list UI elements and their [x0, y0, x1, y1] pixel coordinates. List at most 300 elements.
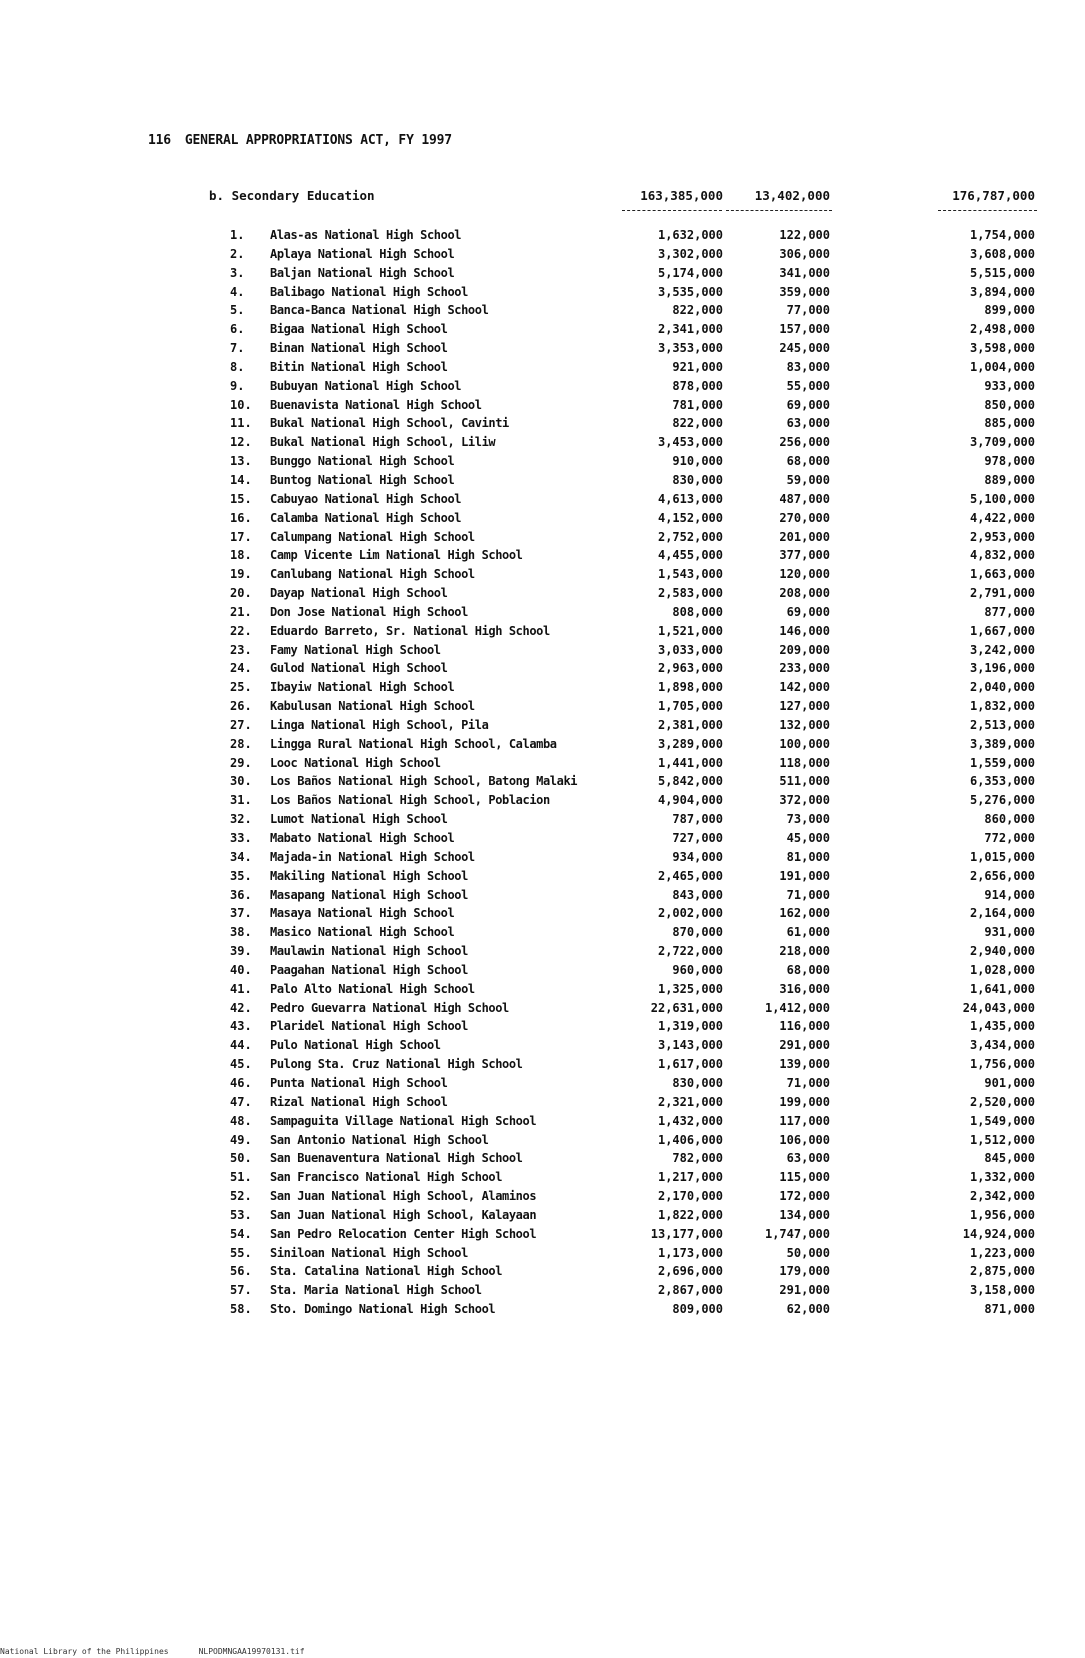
row-number: 7. — [230, 341, 245, 356]
col2-amount: 63,000 — [786, 416, 830, 431]
col3-amount: 845,000 — [984, 1151, 1035, 1166]
col2-amount: 106,000 — [779, 1132, 830, 1147]
col1-amount: 3,453,000 — [657, 435, 723, 450]
table-row — [0, 754, 1085, 773]
col1-total: 163,385,000 — [640, 188, 723, 203]
col3-amount: 1,832,000 — [969, 699, 1035, 714]
col1-amount: 2,381,000 — [657, 717, 723, 732]
col2-amount: 316,000 — [779, 981, 830, 996]
school-name: Rizal National High School — [270, 1094, 448, 1109]
col2-amount: 71,000 — [786, 887, 830, 902]
col3-amount: 2,342,000 — [969, 1189, 1035, 1204]
table-row — [0, 396, 1085, 415]
table-row — [0, 452, 1085, 471]
col1-amount: 1,173,000 — [657, 1245, 723, 1260]
col1-amount: 830,000 — [672, 1075, 723, 1090]
section-heading-row — [0, 188, 1085, 206]
table-row — [0, 999, 1085, 1018]
table-row — [0, 509, 1085, 528]
col1-amount: 878,000 — [672, 378, 723, 393]
col1-amount: 4,904,000 — [657, 793, 723, 808]
col1-amount: 1,521,000 — [657, 623, 723, 638]
col3-amount: 3,709,000 — [969, 435, 1035, 450]
col3-amount: 2,498,000 — [969, 322, 1035, 337]
row-number: 20. — [230, 586, 252, 601]
col1-amount: 2,867,000 — [657, 1283, 723, 1298]
col1-amount: 1,543,000 — [657, 567, 723, 582]
row-number: 11. — [230, 416, 252, 431]
col1-amount: 2,696,000 — [657, 1264, 723, 1279]
col3-amount: 899,000 — [984, 303, 1035, 318]
school-name: Pulo National High School — [270, 1038, 441, 1053]
col3-amount: 5,515,000 — [969, 265, 1035, 280]
row-number: 50. — [230, 1151, 252, 1166]
row-number: 32. — [230, 812, 252, 827]
school-name: Cabuyao National High School — [270, 491, 462, 506]
school-name: Maulawin National High School — [270, 944, 468, 959]
row-number: 55. — [230, 1245, 252, 1260]
col3-amount: 6,353,000 — [969, 774, 1035, 789]
col2-amount: 146,000 — [779, 623, 830, 638]
table-row — [0, 1036, 1085, 1055]
school-name: Pedro Guevarra National High School — [270, 1000, 509, 1015]
col2-amount: 142,000 — [779, 680, 830, 695]
col1-amount: 2,722,000 — [657, 944, 723, 959]
school-name: Mabato National High School — [270, 831, 455, 845]
col2-amount: 122,000 — [779, 228, 830, 242]
col1-amount: 910,000 — [672, 454, 723, 469]
col3-amount: 2,040,000 — [969, 680, 1035, 695]
col1-amount: 2,002,000 — [657, 906, 723, 921]
school-name: Don Jose National High School — [270, 604, 468, 619]
school-name: Alas-as National High School — [270, 228, 462, 242]
row-number: 58. — [230, 1302, 252, 1317]
col2-amount: 191,000 — [779, 868, 830, 883]
school-name: Banca-Banca National High School — [270, 303, 489, 318]
col3-amount: 1,956,000 — [969, 1207, 1035, 1222]
col2-amount: 172,000 — [779, 1189, 830, 1204]
col1-amount: 13,177,000 — [650, 1226, 723, 1241]
school-name: Baljan National High School — [270, 265, 455, 280]
school-name: Bigaa National High School — [270, 322, 448, 337]
table-row — [0, 1168, 1085, 1187]
col3-amount: 2,791,000 — [969, 586, 1035, 601]
table-row — [0, 301, 1085, 320]
table-row — [0, 622, 1085, 641]
table-row — [0, 961, 1085, 980]
col3-amount: 885,000 — [984, 416, 1035, 431]
school-name: Plaridel National High School — [270, 1019, 468, 1034]
col2-amount: 83,000 — [786, 359, 830, 374]
col2-amount: 218,000 — [779, 944, 830, 959]
col1-amount: 1,632,000 — [657, 228, 723, 242]
col2-amount: 256,000 — [779, 435, 830, 450]
col1-amount: 934,000 — [672, 849, 723, 864]
col2-amount: 511,000 — [779, 774, 830, 789]
table-row — [0, 245, 1085, 264]
col2-amount: 100,000 — [779, 736, 830, 751]
col2-amount: 55,000 — [786, 378, 830, 393]
school-name: Bukal National High School, Liliw — [270, 435, 496, 450]
col1-amount: 1,319,000 — [657, 1019, 723, 1034]
col1-amount: 2,583,000 — [657, 586, 723, 601]
col1-amount: 3,289,000 — [657, 736, 723, 751]
table-row — [0, 414, 1085, 433]
col1-amount: 4,152,000 — [657, 510, 723, 525]
table-row — [0, 829, 1085, 848]
col3-amount: 877,000 — [984, 604, 1035, 619]
col3-amount: 1,663,000 — [969, 567, 1035, 582]
school-name: Masaya National High School — [270, 906, 455, 921]
row-number: 40. — [230, 962, 252, 977]
row-number: 1. — [230, 228, 245, 242]
col3-amount: 5,100,000 — [969, 491, 1035, 506]
col3-total: 176,787,000 — [952, 188, 1035, 203]
table-row — [0, 490, 1085, 509]
col3-amount: 889,000 — [984, 472, 1035, 487]
col1-amount: 1,617,000 — [657, 1057, 723, 1072]
col2-amount: 134,000 — [779, 1207, 830, 1222]
table-row — [0, 546, 1085, 565]
col3-amount: 1,015,000 — [969, 849, 1035, 864]
row-number: 3. — [230, 265, 245, 280]
table-row — [0, 358, 1085, 377]
row-number: 15. — [230, 491, 252, 506]
row-number: 24. — [230, 661, 252, 676]
table-row — [0, 791, 1085, 810]
table-row — [0, 1093, 1085, 1112]
school-name: Aplaya National High School — [270, 246, 455, 261]
school-name: Masico National High School — [270, 925, 455, 940]
col2-amount: 127,000 — [779, 699, 830, 714]
col1-amount: 1,432,000 — [657, 1113, 723, 1128]
col1-amount: 870,000 — [672, 925, 723, 940]
col1-amount: 822,000 — [672, 416, 723, 431]
col3-amount: 1,332,000 — [969, 1170, 1035, 1185]
col1-amount: 5,174,000 — [657, 265, 723, 280]
col1-amount: 1,898,000 — [657, 680, 723, 695]
col3-amount: 3,434,000 — [969, 1038, 1035, 1053]
table-row — [0, 1187, 1085, 1206]
col1-amount: 2,321,000 — [657, 1094, 723, 1109]
row-number: 31. — [230, 793, 252, 808]
col2-amount: 118,000 — [779, 755, 830, 770]
col1-amount: 3,353,000 — [657, 341, 723, 356]
col2-amount: 62,000 — [786, 1302, 830, 1317]
school-name: San Pedro Relocation Center High School — [270, 1226, 537, 1241]
row-number: 13. — [230, 454, 252, 469]
col3-amount: 1,756,000 — [969, 1057, 1035, 1072]
row-number: 54. — [230, 1226, 252, 1241]
table-row — [0, 471, 1085, 490]
row-number: 56. — [230, 1264, 252, 1279]
school-name: San Antonio National High School — [270, 1132, 489, 1147]
col3-amount: 1,512,000 — [969, 1132, 1035, 1147]
col1-amount: 4,613,000 — [657, 491, 723, 506]
school-name: Pulong Sta. Cruz National High School — [270, 1057, 523, 1072]
col3-amount: 2,940,000 — [969, 944, 1035, 959]
col2-amount: 1,412,000 — [764, 1000, 830, 1015]
row-number: 25. — [230, 680, 252, 695]
col2-total-rule — [726, 210, 832, 211]
school-name: Majada-in National High School — [270, 849, 475, 864]
school-name: Lingga Rural National High School, Calamba — [270, 736, 557, 751]
col2-amount: 116,000 — [779, 1019, 830, 1034]
row-number: 2. — [230, 246, 245, 261]
school-name: Gulod National High School — [270, 661, 448, 676]
col1-amount: 787,000 — [672, 812, 723, 827]
col1-amount: 22,631,000 — [650, 1000, 723, 1015]
col3-amount: 3,389,000 — [969, 736, 1035, 751]
table-row — [0, 528, 1085, 547]
row-number: 37. — [230, 906, 252, 921]
school-name: Bubuyan National High School — [270, 378, 462, 393]
col2-amount: 68,000 — [786, 962, 830, 977]
col3-amount: 1,549,000 — [969, 1113, 1035, 1128]
table-row — [0, 565, 1085, 584]
school-name: Buenavista National High School — [270, 397, 482, 412]
col2-amount: 117,000 — [779, 1113, 830, 1128]
col1-amount: 5,842,000 — [657, 774, 723, 789]
col2-amount: 50,000 — [786, 1245, 830, 1260]
page-number: 116 — [148, 133, 171, 148]
col3-amount: 871,000 — [984, 1302, 1035, 1317]
col1-amount: 830,000 — [672, 472, 723, 487]
table-row — [0, 810, 1085, 829]
school-name: San Juan National High School, Kalayaan — [270, 1207, 537, 1222]
table-row — [0, 886, 1085, 905]
table-row — [0, 867, 1085, 886]
col2-amount: 270,000 — [779, 510, 830, 525]
row-number: 6. — [230, 322, 245, 337]
school-name: Bunggo National High School — [270, 454, 455, 469]
col2-total: 13,402,000 — [754, 188, 830, 203]
row-number: 19. — [230, 567, 252, 582]
school-name: San Buenaventura National High School — [270, 1151, 523, 1166]
col2-amount: 209,000 — [779, 642, 830, 657]
col2-amount: 199,000 — [779, 1094, 830, 1109]
col2-amount: 120,000 — [779, 567, 830, 582]
row-number: 44. — [230, 1038, 252, 1053]
table-row — [0, 264, 1085, 283]
row-number: 39. — [230, 944, 252, 959]
row-number: 17. — [230, 529, 252, 544]
col3-amount: 5,276,000 — [969, 793, 1035, 808]
page-header — [148, 133, 452, 148]
table-row — [0, 1131, 1085, 1150]
col2-amount: 115,000 — [779, 1170, 830, 1185]
table-row — [0, 980, 1085, 999]
school-name: Bitin National High School — [270, 359, 448, 374]
col3-amount: 931,000 — [984, 925, 1035, 940]
table-row — [0, 1206, 1085, 1225]
school-name: Famy National High School — [270, 642, 441, 657]
col3-amount: 1,641,000 — [969, 981, 1035, 996]
row-number: 9. — [230, 378, 245, 393]
table-row — [0, 1149, 1085, 1168]
footer-library: National Library of the Philippines — [0, 1647, 169, 1656]
school-name: Sta. Maria National High School — [270, 1283, 482, 1298]
table-row — [0, 377, 1085, 396]
school-name: Looc National High School — [270, 755, 441, 770]
school-name: Masapang National High School — [270, 887, 468, 902]
col1-amount: 1,406,000 — [657, 1132, 723, 1147]
col1-amount: 4,455,000 — [657, 548, 723, 563]
col3-amount: 1,223,000 — [969, 1245, 1035, 1260]
school-name: Palo Alto National High School — [270, 981, 475, 996]
row-number: 10. — [230, 397, 252, 412]
row-number: 41. — [230, 981, 252, 996]
col1-amount: 1,441,000 — [657, 755, 723, 770]
col3-amount: 1,559,000 — [969, 755, 1035, 770]
row-number: 53. — [230, 1207, 252, 1222]
col3-amount: 978,000 — [984, 454, 1035, 469]
col1-amount: 1,217,000 — [657, 1170, 723, 1185]
col3-amount: 901,000 — [984, 1075, 1035, 1090]
col3-amount: 14,924,000 — [962, 1226, 1035, 1241]
row-number: 12. — [230, 435, 252, 450]
school-name: Kabulusan National High School — [270, 699, 475, 714]
col2-amount: 233,000 — [779, 661, 830, 676]
school-name: Calumpang National High School — [270, 529, 475, 544]
col1-amount: 2,170,000 — [657, 1189, 723, 1204]
col1-amount: 781,000 — [672, 397, 723, 412]
row-number: 57. — [230, 1283, 252, 1298]
row-number: 33. — [230, 831, 252, 845]
col1-amount: 822,000 — [672, 303, 723, 318]
table-row — [0, 1300, 1085, 1319]
document-title: GENERAL APPROPRIATIONS ACT, FY 1997 — [184, 133, 452, 148]
col2-amount: 77,000 — [786, 303, 830, 318]
table-row — [0, 923, 1085, 942]
col1-amount: 921,000 — [672, 359, 723, 374]
table-row — [0, 697, 1085, 716]
row-number: 29. — [230, 755, 252, 770]
row-number: 43. — [230, 1019, 252, 1034]
table-row — [0, 848, 1085, 867]
school-name: Linga National High School, Pila — [270, 717, 489, 732]
col2-amount: 359,000 — [779, 284, 830, 299]
col2-amount: 162,000 — [779, 906, 830, 921]
col3-amount: 1,004,000 — [969, 359, 1035, 374]
row-number: 14. — [230, 472, 252, 487]
row-number: 30. — [230, 774, 252, 789]
col3-amount: 1,435,000 — [969, 1019, 1035, 1034]
col3-amount: 1,667,000 — [969, 623, 1035, 638]
col3-amount: 3,598,000 — [969, 341, 1035, 356]
col3-amount: 2,520,000 — [969, 1094, 1035, 1109]
col1-amount: 1,705,000 — [657, 699, 723, 714]
row-number: 47. — [230, 1094, 252, 1109]
col3-amount: 2,953,000 — [969, 529, 1035, 544]
col2-amount: 487,000 — [779, 491, 830, 506]
col3-amount: 914,000 — [984, 887, 1035, 902]
table-row — [0, 904, 1085, 923]
table-row — [0, 678, 1085, 697]
col1-amount: 809,000 — [672, 1302, 723, 1317]
school-name: Sta. Catalina National High School — [270, 1264, 503, 1279]
table-row — [0, 942, 1085, 961]
row-number: 35. — [230, 868, 252, 883]
school-name: Canlubang National High School — [270, 567, 475, 582]
schools-table — [0, 226, 1085, 1319]
table-row — [0, 1112, 1085, 1131]
col2-amount: 201,000 — [779, 529, 830, 544]
col2-amount: 63,000 — [786, 1151, 830, 1166]
school-name: San Francisco National High School — [270, 1170, 503, 1185]
col3-amount: 933,000 — [984, 378, 1035, 393]
col3-amount: 2,513,000 — [969, 717, 1035, 732]
col1-amount: 1,822,000 — [657, 1207, 723, 1222]
col1-amount: 3,535,000 — [657, 284, 723, 299]
table-row — [0, 659, 1085, 678]
school-name: Eduardo Barreto, Sr. National High School — [270, 623, 550, 638]
col1-amount: 727,000 — [672, 831, 723, 845]
col3-amount: 4,832,000 — [969, 548, 1035, 563]
col1-amount: 2,963,000 — [657, 661, 723, 676]
row-number: 38. — [230, 925, 252, 940]
table-row — [0, 320, 1085, 339]
table-row — [0, 433, 1085, 452]
col2-amount: 69,000 — [786, 604, 830, 619]
col2-amount: 245,000 — [779, 341, 830, 356]
row-number: 28. — [230, 736, 252, 751]
col2-amount: 372,000 — [779, 793, 830, 808]
row-number: 42. — [230, 1000, 252, 1015]
col3-total-rule — [938, 210, 1037, 211]
col3-amount: 4,422,000 — [969, 510, 1035, 525]
school-name: Makiling National High School — [270, 868, 468, 883]
table-row — [0, 772, 1085, 791]
row-number: 23. — [230, 642, 252, 657]
school-name: Sto. Domingo National High School — [270, 1302, 496, 1317]
school-name: Calamba National High School — [270, 510, 462, 525]
school-name: Balibago National High School — [270, 284, 468, 299]
table-row — [0, 1262, 1085, 1281]
col2-amount: 139,000 — [779, 1057, 830, 1072]
row-number: 22. — [230, 623, 252, 638]
col3-amount: 3,894,000 — [969, 284, 1035, 299]
col2-amount: 377,000 — [779, 548, 830, 563]
school-name: San Juan National High School, Alaminos — [270, 1189, 537, 1204]
school-name: Buntog National High School — [270, 472, 455, 487]
table-row — [0, 584, 1085, 603]
col1-amount: 808,000 — [672, 604, 723, 619]
row-number: 26. — [230, 699, 252, 714]
school-name: Dayap National High School — [270, 586, 448, 601]
col3-amount: 2,875,000 — [969, 1264, 1035, 1279]
table-row — [0, 1055, 1085, 1074]
row-number: 18. — [230, 548, 252, 563]
row-number: 8. — [230, 359, 245, 374]
col3-amount: 1,754,000 — [969, 228, 1035, 242]
row-number: 49. — [230, 1132, 252, 1147]
school-name: Bukal National High School, Cavinti — [270, 416, 509, 431]
col2-amount: 291,000 — [779, 1283, 830, 1298]
col1-amount: 1,325,000 — [657, 981, 723, 996]
col2-amount: 69,000 — [786, 397, 830, 412]
row-number: 45. — [230, 1057, 252, 1072]
col2-amount: 157,000 — [779, 322, 830, 337]
table-row — [0, 603, 1085, 622]
table-row — [0, 283, 1085, 302]
col3-amount: 3,242,000 — [969, 642, 1035, 657]
col2-amount: 1,747,000 — [764, 1226, 830, 1241]
col3-amount: 3,196,000 — [969, 661, 1035, 676]
col3-amount: 850,000 — [984, 397, 1035, 412]
table-row — [0, 1225, 1085, 1244]
col3-amount: 1,028,000 — [969, 962, 1035, 977]
